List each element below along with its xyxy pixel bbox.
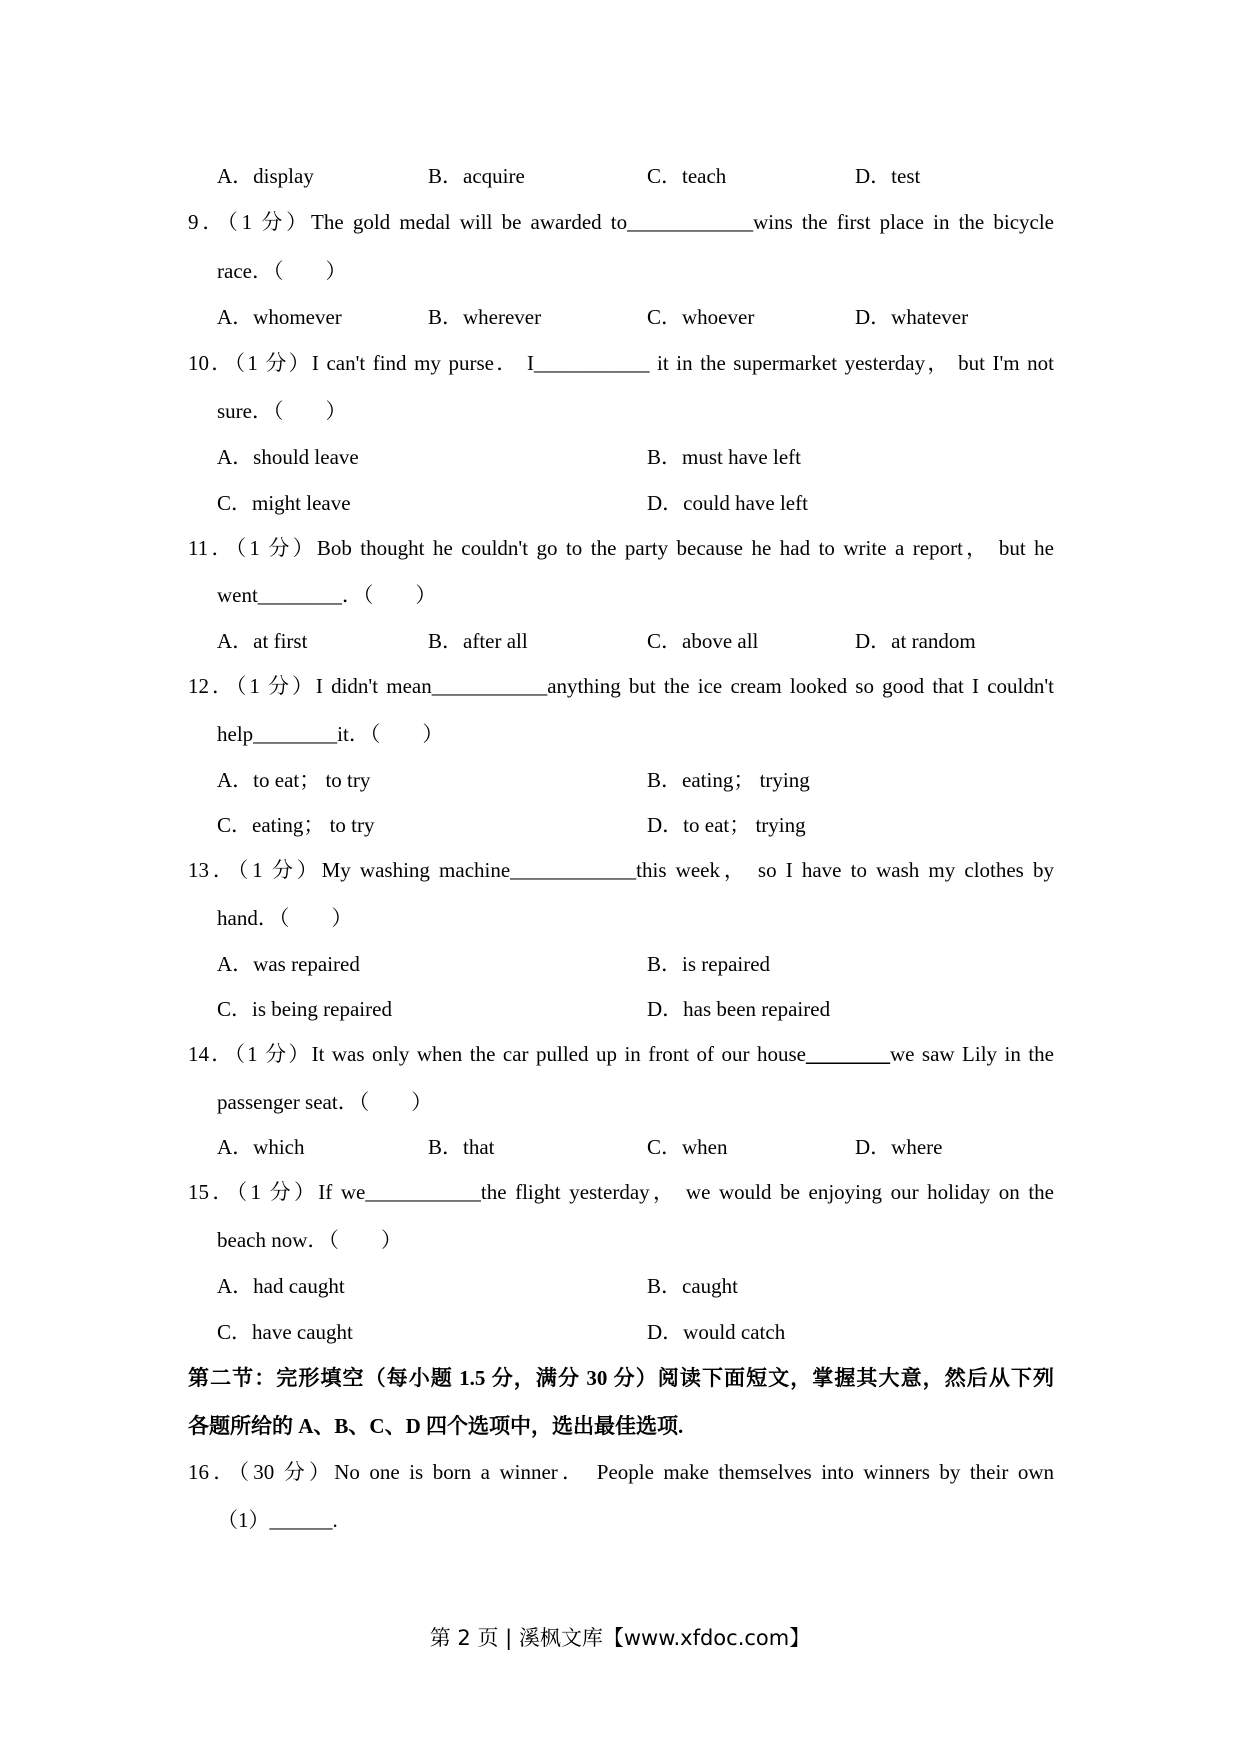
q8-option-d: D．test bbox=[855, 164, 921, 188]
q11-options bbox=[217, 627, 1057, 655]
q11-option-c: C．above all bbox=[647, 629, 759, 653]
q12-options-row2 bbox=[217, 811, 1057, 839]
q14-option-d: D．where bbox=[855, 1135, 943, 1159]
q12-option-c: C．eating； to try bbox=[217, 813, 375, 837]
q14-option-c: C．when bbox=[647, 1135, 728, 1159]
q13-options-row2 bbox=[217, 995, 1057, 1023]
q8-option-c: C．teach bbox=[647, 164, 727, 188]
q10-stem: 10．（1 分）I can't find my purse． I___________ it in the supermarket yesterday， but I'm not bbox=[188, 351, 1054, 375]
q13-stem: 13．（1 分）My washing machine____________this week， so I have to wash my clothes by bbox=[188, 858, 1055, 882]
page-footer: 第 2 页 | 溪枫文库【www.xfdoc.com】 bbox=[429, 1626, 811, 1650]
q15-options-row1 bbox=[217, 1272, 1057, 1300]
q10-option-b: B．must have left bbox=[647, 445, 801, 469]
q11-option-d: D．at random bbox=[855, 629, 976, 653]
q15-stem-cont: beach now．（ ） bbox=[217, 1228, 402, 1252]
q13-stem-cont: hand．（ ） bbox=[217, 906, 353, 930]
q10-option-c: C．might leave bbox=[217, 491, 351, 515]
q14-option-b: B．that bbox=[428, 1135, 495, 1159]
q14-stem-before: 14．（1 分）It was only when the car pulled up in front of our house bbox=[188, 1042, 806, 1066]
q15-option-c: C．have caught bbox=[217, 1320, 353, 1344]
q12-options-row1 bbox=[217, 766, 1057, 794]
q15-option-b: B．caught bbox=[647, 1274, 738, 1298]
q8-option-b: B．acquire bbox=[428, 164, 525, 188]
q14-stem-cont: passenger seat．（ ） bbox=[217, 1090, 433, 1114]
q10-stem-cont: sure．（ ） bbox=[217, 399, 347, 423]
q13-options-row1 bbox=[217, 950, 1057, 978]
section2-heading-cont: 各题所给的 A、B、C、D 四个选项中，选出最佳选项. bbox=[188, 1414, 684, 1438]
q9-option-c: C．whoever bbox=[647, 305, 755, 329]
q13-option-c: C．is being repaired bbox=[217, 997, 392, 1021]
q12-option-b: B．eating； trying bbox=[647, 768, 810, 792]
q12-stem-cont: help________it．（ ） bbox=[217, 722, 444, 746]
q9-options bbox=[217, 303, 1057, 331]
q13-option-b: B．is repaired bbox=[647, 952, 771, 976]
section2-heading: 第二节：完形填空（每小题 1.5 分，满分 30 分）阅读下面短文，掌握其大意，然后从下列 bbox=[188, 1366, 1054, 1390]
q13-option-d: D．has been repaired bbox=[647, 997, 831, 1021]
q11-option-b: B．after all bbox=[428, 629, 528, 653]
q16-stem-cont: （1）______. bbox=[217, 1508, 338, 1532]
q9-stem: 9．（1 分）The gold medal will be awarded to____________wins the first place in the bicycle bbox=[188, 210, 1054, 234]
q9-option-b: B．wherever bbox=[428, 305, 542, 329]
q15-option-a: A．had caught bbox=[217, 1274, 345, 1298]
q8-options bbox=[217, 162, 1057, 190]
q15-stem: 15．（1 分）If we___________the flight yesterday， we would be enjoying our holiday on the bbox=[188, 1180, 1054, 1204]
q14-stem bbox=[188, 1040, 1054, 1068]
q14-options bbox=[217, 1133, 1057, 1161]
q15-option-d: D．would catch bbox=[647, 1320, 786, 1344]
q12-option-d: D．to eat； trying bbox=[647, 813, 806, 837]
q14-blank: ________ bbox=[805, 1042, 890, 1066]
q12-stem: 12．（1 分）I didn't mean___________anything but the ice cream looked so good that I couldn't bbox=[188, 674, 1054, 698]
q10-options-row1 bbox=[217, 443, 1057, 471]
q11-stem: 11．（1 分）Bob thought he couldn't go to the party because he had to write a report， but he bbox=[188, 536, 1054, 560]
q15-options-row2 bbox=[217, 1318, 1057, 1346]
q10-option-d: D．could have left bbox=[647, 491, 808, 515]
q10-option-a: A．should leave bbox=[217, 445, 359, 469]
q9-stem-cont: race．（ ） bbox=[217, 259, 347, 283]
q9-option-d: D．whatever bbox=[855, 305, 969, 329]
q11-stem-cont: went________．（ ） bbox=[217, 583, 437, 607]
q13-option-a: A．was repaired bbox=[217, 952, 360, 976]
q14-option-a: A．which bbox=[217, 1135, 305, 1159]
q8-option-a: A．display bbox=[217, 164, 314, 188]
q14-stem-after: we saw Lily in the bbox=[889, 1042, 1054, 1066]
q10-options-row2 bbox=[217, 489, 1057, 517]
q16-stem: 16．（30 分）No one is born a winner． People make themselves into winners by their own bbox=[188, 1460, 1054, 1484]
q12-option-a: A．to eat； to try bbox=[217, 768, 371, 792]
q9-option-a: A．whomever bbox=[217, 305, 342, 329]
q11-option-a: A．at first bbox=[217, 629, 308, 653]
